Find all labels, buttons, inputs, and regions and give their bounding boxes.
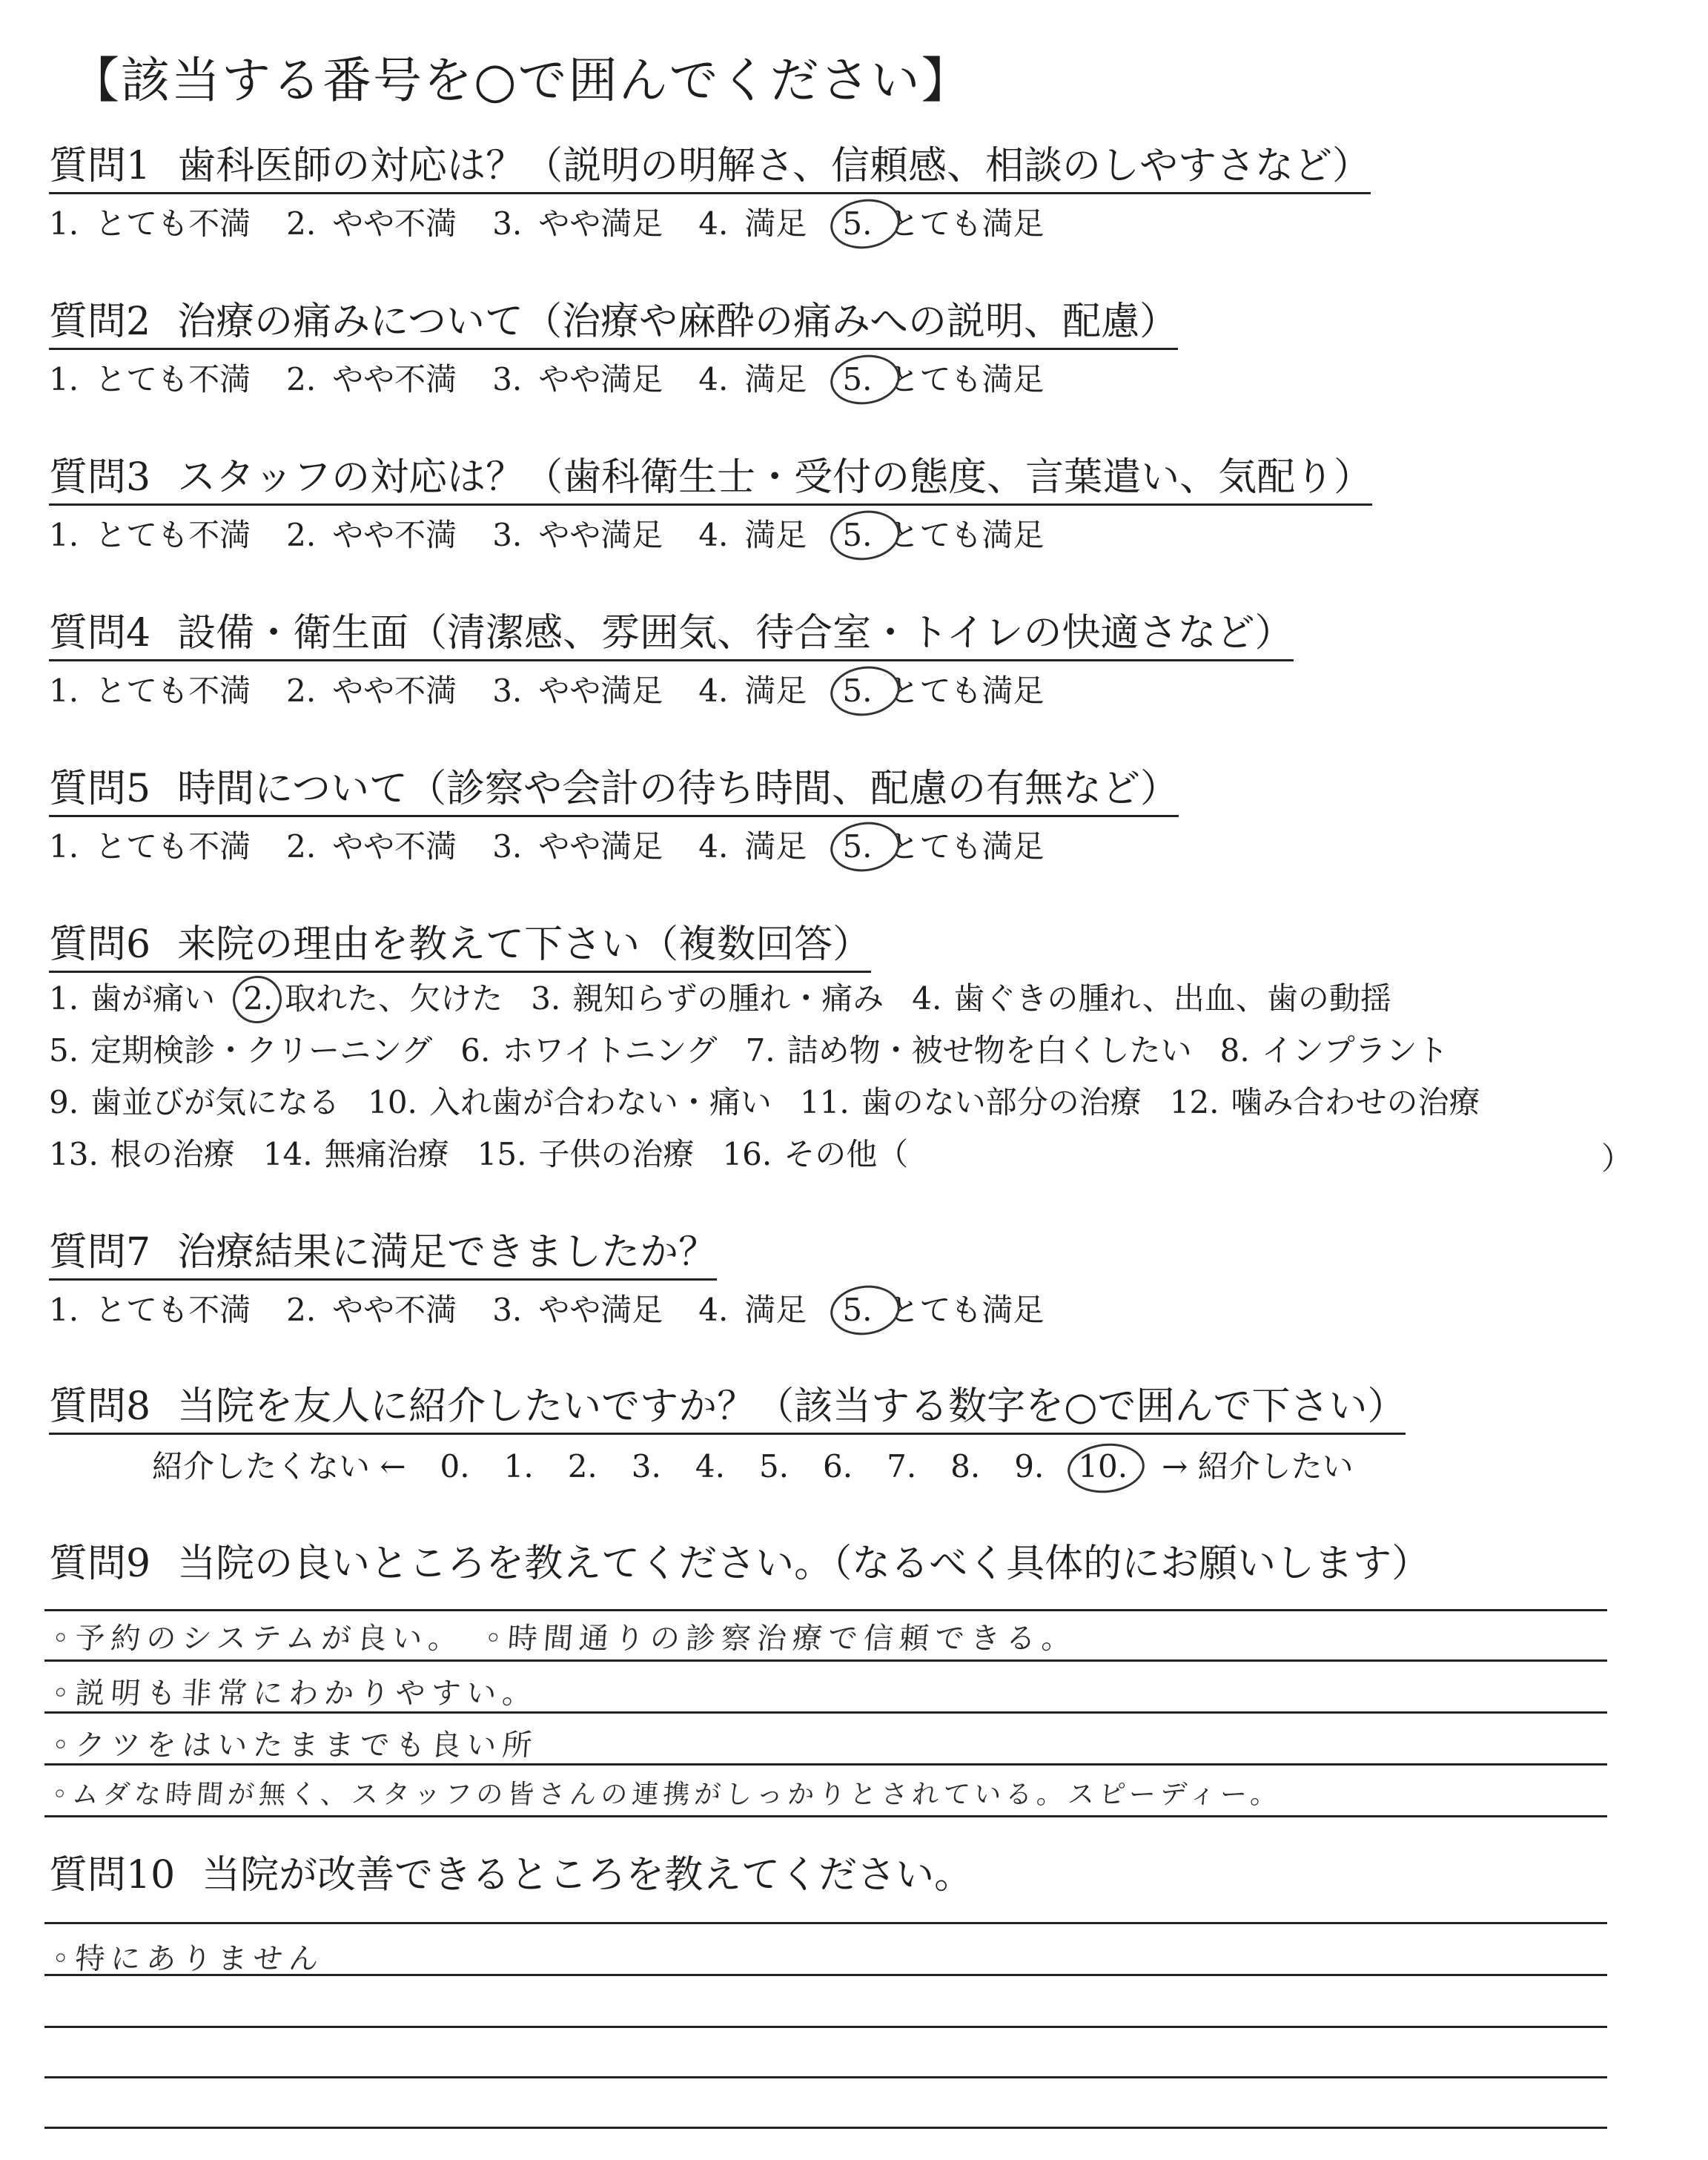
reason-option-4[interactable]: 4. 歯ぐきの腫れ、出血、歯の動揺	[912, 980, 1391, 1017]
question-3-title	[49, 456, 1372, 506]
question-text: 設備・衛生面（清潔感、雰囲気、待合室・トイレの快適さなど）	[177, 611, 1294, 655]
reason-option-8[interactable]: 8. インプラント	[1219, 1032, 1449, 1069]
question-number: 質問8	[49, 1384, 151, 1429]
instruction-header: 【該当する番号を○で囲んでください】	[70, 52, 972, 109]
question-1-title	[49, 145, 1371, 194]
option-4[interactable]: 4. 満足	[698, 517, 807, 553]
option-4[interactable]: 4. 満足	[698, 1292, 807, 1328]
option-3[interactable]: 3. やや満足	[492, 673, 663, 709]
reason-option-5[interactable]: 5. 定期検診・クリーニング	[49, 1032, 433, 1069]
scale-4[interactable]: 4.	[695, 1448, 725, 1484]
question-7-options	[49, 1290, 1079, 1331]
question-7-title	[49, 1231, 717, 1281]
handwritten-answer: ◦ムダな時間が無く、スタッフの皆さんの連携がしっかりとされている。スピーディー。	[50, 1780, 1282, 1810]
referral-scale	[152, 1442, 1388, 1487]
question-3-options	[49, 515, 1079, 556]
answer-line	[44, 1815, 1607, 1817]
question-8-title	[49, 1385, 1406, 1435]
reason-option-6[interactable]: 6. ホワイトニング	[460, 1032, 718, 1069]
reason-option-15[interactable]: 15. 子供の治療	[477, 1136, 695, 1172]
handwritten-answer: ◦説明も非常にわかりやすい。	[50, 1677, 539, 1711]
question-5-options	[49, 827, 1079, 868]
answer-line	[44, 1922, 1607, 1924]
reason-option-12[interactable]: 12. 噛み合わせの治療	[1169, 1084, 1480, 1120]
option-5-selected[interactable]: 5. とても満足	[842, 671, 1044, 712]
option-5-selected[interactable]: 5. とても満足	[842, 360, 1044, 400]
reason-option-9[interactable]: 9. 歯並びが気になる	[49, 1084, 340, 1120]
reason-option-13[interactable]: 13. 根の治療	[49, 1136, 235, 1172]
question-number: 質問6	[49, 922, 151, 967]
option-3[interactable]: 3. やや満足	[492, 361, 663, 397]
question-number: 質問2	[49, 300, 151, 344]
option-1[interactable]: 1. とても不満	[49, 205, 251, 242]
option-1[interactable]: 1. とても不満	[49, 517, 251, 553]
question-number: 質問9	[49, 1542, 151, 1586]
reason-option-1[interactable]: 1. 歯が痛い	[49, 980, 216, 1017]
question-6-options	[49, 979, 1509, 1186]
question-number: 質問10	[49, 1853, 176, 1898]
question-text: スタッフの対応は？（歯科衛生士・受付の態度、言葉遣い、気配り）	[177, 455, 1373, 500]
question-10-title	[49, 1854, 973, 1901]
reason-option-2-selected[interactable]: 2. 取れた、欠けた	[243, 979, 503, 1020]
option-2[interactable]: 2. やや不満	[286, 673, 457, 709]
option-3[interactable]: 3. やや満足	[492, 828, 663, 865]
answer-line	[44, 1609, 1607, 1611]
handwritten-answer: ◦予約のシステムが良い。 ◦時間通りの診察治療で信頼できる。	[50, 1622, 1079, 1656]
option-4[interactable]: 4. 満足	[698, 361, 807, 397]
reason-option-10[interactable]: 10. 入れ歯が合わない・痛い	[368, 1084, 772, 1120]
scale-1[interactable]: 1.	[503, 1448, 534, 1484]
reason-option-16[interactable]: 16. その他（	[722, 1136, 909, 1172]
reason-option-7[interactable]: 7. 詰め物・被せ物を白くしたい	[745, 1032, 1192, 1069]
question-number: 質問7	[49, 1230, 151, 1275]
option-1[interactable]: 1. とても不満	[49, 828, 251, 865]
question-5-title	[49, 767, 1179, 817]
option-3[interactable]: 3. やや満足	[492, 1292, 663, 1328]
question-text: 治療の痛みについて（治療や麻酔の痛みへの説明、配慮）	[177, 300, 1179, 344]
option-4[interactable]: 4. 満足	[698, 828, 807, 865]
reason-option-11[interactable]: 11. 歯のない部分の治療	[799, 1084, 1142, 1120]
question-2-title	[49, 300, 1178, 350]
question-1-options	[49, 204, 1079, 245]
option-3[interactable]: 3. やや満足	[492, 205, 663, 242]
scale-5[interactable]: 5.	[758, 1448, 790, 1484]
other-closing-paren: ）	[1601, 1140, 1633, 1177]
scale-left-label: 紹介したくない ←	[152, 1448, 406, 1484]
question-text: 歯科医師の対応は？（説明の明解さ、信頼感、相談のしやすさなど）	[177, 144, 1371, 188]
scale-right-label: → 紹介したい	[1162, 1448, 1354, 1484]
option-5-selected[interactable]: 5. とても満足	[842, 827, 1044, 868]
handwritten-answer: ◦特にありません	[50, 1942, 325, 1976]
answer-line	[44, 2127, 1607, 2129]
scale-9[interactable]: 9.	[1014, 1448, 1045, 1484]
scale-6[interactable]: 6.	[823, 1448, 853, 1484]
option-4[interactable]: 4. 満足	[698, 205, 807, 242]
handwritten-answer: ◦クツをはいたままでも良い所	[50, 1728, 539, 1763]
option-5-selected[interactable]: 5. とても満足	[842, 204, 1044, 245]
option-2[interactable]: 2. やや不満	[286, 828, 457, 865]
option-1[interactable]: 1. とても不満	[49, 361, 251, 397]
option-1[interactable]: 1. とても不満	[49, 673, 251, 709]
option-2[interactable]: 2. やや不満	[286, 1292, 457, 1328]
option-4[interactable]: 4. 満足	[698, 673, 807, 709]
scale-10-selected[interactable]: 10.	[1078, 1448, 1128, 1484]
option-2[interactable]: 2. やや不満	[286, 205, 457, 242]
scale-8[interactable]: 8.	[950, 1448, 981, 1484]
question-text: 治療結果に満足できましたか？	[177, 1230, 718, 1275]
question-text: 時間について（診察や会計の待ち時間、配慮の有無など）	[177, 767, 1179, 811]
answer-line	[44, 2076, 1607, 2078]
option-1[interactable]: 1. とても不満	[49, 1292, 251, 1328]
option-5-selected[interactable]: 5. とても満足	[842, 515, 1044, 556]
option-5-selected[interactable]: 5. とても満足	[842, 1290, 1044, 1331]
scale-0[interactable]: 0.	[440, 1448, 470, 1484]
option-2[interactable]: 2. やや不満	[286, 361, 457, 397]
question-text: 当院を友人に紹介したいですか？（該当する数字を○で囲んで下さい）	[177, 1384, 1406, 1429]
question-9-title	[49, 1542, 1430, 1590]
scale-3[interactable]: 3.	[631, 1448, 661, 1484]
question-number: 質問5	[49, 767, 151, 811]
answer-line	[44, 1659, 1607, 1662]
scale-7[interactable]: 7.	[887, 1448, 917, 1484]
reason-option-14[interactable]: 14. 無痛治療	[262, 1136, 449, 1172]
question-6-title	[49, 923, 871, 973]
question-text: 当院が改善できるところを教えてください。	[202, 1853, 973, 1898]
question-2-options	[49, 360, 1079, 400]
question-text: 当院の良いところを教えてください。（なるべく具体的にお願いします）	[177, 1542, 1431, 1586]
question-number: 質問1	[49, 144, 151, 188]
scale-2[interactable]: 2.	[567, 1448, 598, 1484]
question-4-options	[49, 671, 1079, 712]
question-number: 質問4	[49, 611, 151, 655]
answer-line	[44, 2026, 1607, 2028]
question-text: 来院の理由を教えて下さい（複数回答）	[177, 922, 872, 967]
option-3[interactable]: 3. やや満足	[492, 517, 663, 553]
question-4-title	[49, 612, 1294, 661]
question-number: 質問3	[49, 455, 151, 500]
option-2[interactable]: 2. やや不満	[286, 517, 457, 553]
reason-option-3[interactable]: 3. 親知らずの腫れ・痛み	[531, 980, 884, 1017]
